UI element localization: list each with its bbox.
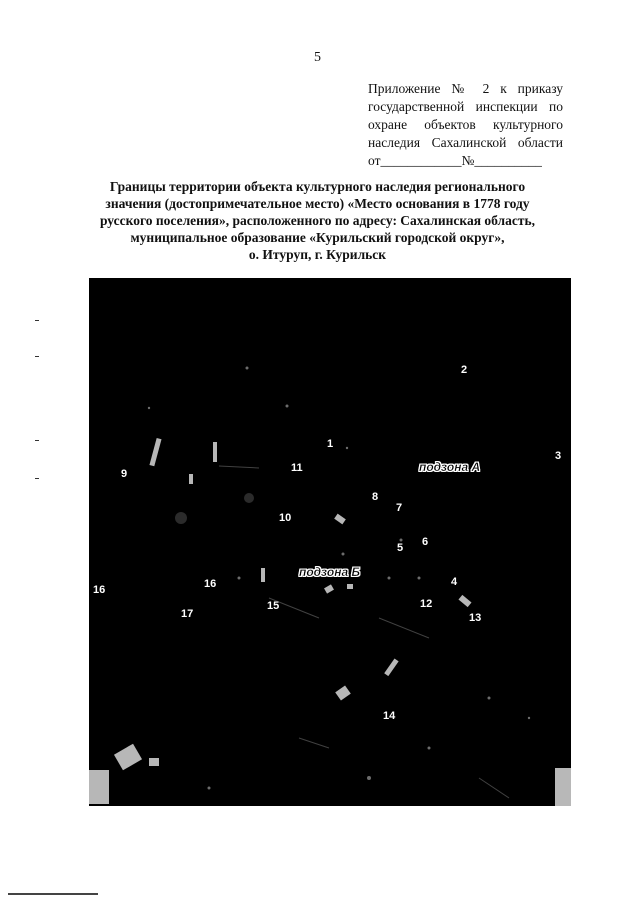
map-point-label: 16	[204, 578, 217, 590]
map-point-label: 17	[181, 608, 194, 620]
map-point-label: 9	[121, 468, 128, 480]
map-point-label: 15	[267, 600, 280, 612]
page-number: 5	[314, 50, 321, 65]
map-point-label: 8	[372, 491, 379, 503]
map-point-label: 14	[383, 710, 396, 722]
map-point-label: 11	[291, 462, 303, 474]
margin-mark	[35, 356, 39, 357]
title-line: о. Итуруп, г. Курильск	[248, 247, 387, 262]
appendix-line: наследия Сахалинской области	[368, 135, 563, 150]
document-title	[70, 178, 565, 263]
map-point-label: 12	[420, 598, 433, 610]
appendix-block	[368, 80, 563, 170]
appendix-line: Приложение № 2 к приказу	[368, 81, 563, 96]
margin-mark	[35, 320, 39, 321]
map-point-label: 3	[555, 450, 562, 462]
title-line: Границы территории объекта культурного наследия регионального	[109, 179, 526, 194]
zone-a-label: подзона А	[419, 460, 481, 474]
appendix-line: охране объектов культурного	[368, 117, 563, 132]
map-texture	[89, 278, 571, 806]
title-line: значения (достопримечательное место) «Место основания в 1778 году	[105, 196, 530, 211]
appendix-line: от____________№__________	[368, 153, 542, 168]
map-point-label: 5	[397, 542, 404, 554]
map-point-label: 2	[461, 364, 468, 376]
map-image	[89, 278, 571, 806]
map-point-label: 4	[451, 576, 458, 588]
appendix-line: государственной инспекции по	[368, 99, 563, 114]
map-point-label: 1	[327, 438, 334, 450]
margin-mark	[35, 440, 39, 441]
title-line: муниципальное образование «Курильский городской округ»,	[130, 230, 505, 245]
title-line: русского поселения», расположенного по адресу: Сахалинская область,	[99, 213, 536, 228]
zone-b-label: подзона Б	[299, 565, 360, 579]
map-point-label: 13	[469, 612, 482, 624]
margin-mark	[35, 478, 39, 479]
map-point-label: 16	[93, 584, 106, 596]
map-point-label: 6	[422, 536, 429, 548]
map-point-label: 7	[396, 502, 403, 514]
map-point-label: 10	[279, 512, 292, 524]
footer-rule	[8, 893, 98, 895]
